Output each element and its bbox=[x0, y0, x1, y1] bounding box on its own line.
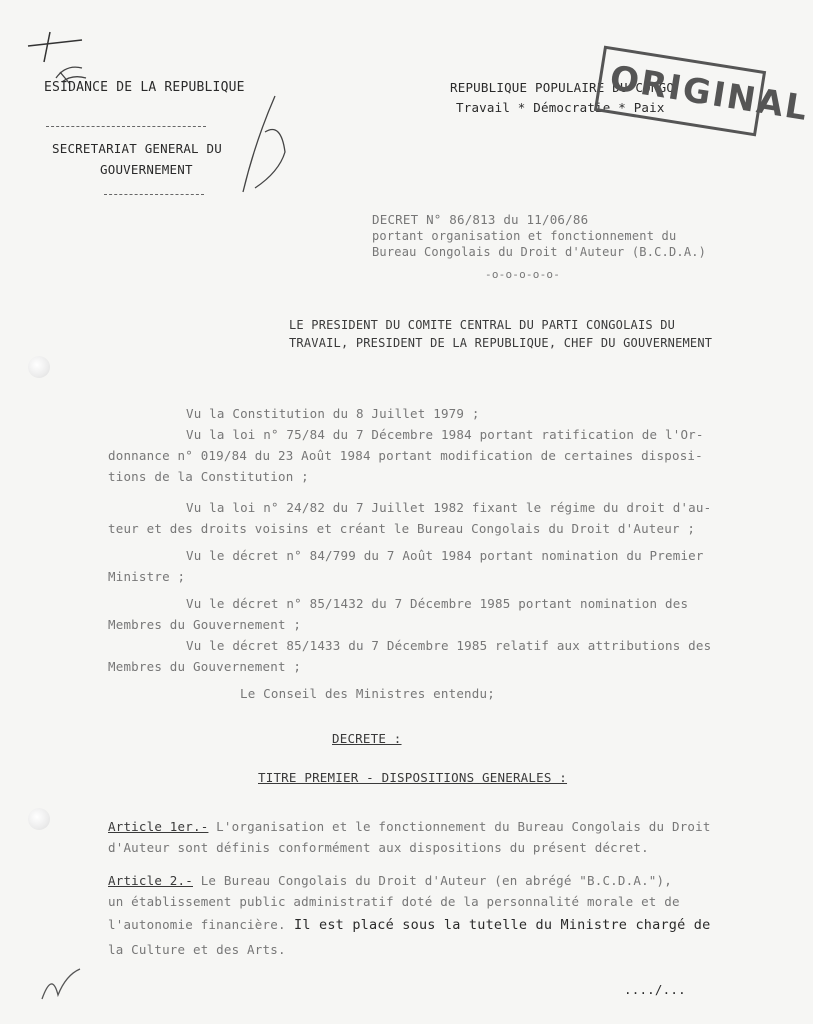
hole-punch-bottom bbox=[28, 808, 50, 830]
visa-line: Vu la Constitution du 8 Juillet 1979 ; bbox=[186, 406, 480, 421]
decree-number: DECRET N° 86/813 du 11/06/86 bbox=[372, 212, 589, 227]
visa-line: Membres du Gouvernement ; bbox=[108, 617, 302, 632]
handwritten-initials bbox=[235, 92, 295, 202]
decree-subject-line1: portant organisation et fonctionnement du bbox=[372, 229, 677, 243]
article-2 bbox=[108, 873, 672, 888]
article-2-line4: la Culture et des Arts. bbox=[108, 942, 286, 957]
title-premier: TITRE PREMIER - DISPOSITIONS GENERALES : bbox=[258, 770, 568, 785]
article-2-line3-a: l'autonomie financière. bbox=[108, 917, 286, 932]
article-1-line2: d'Auteur sont définis conformément aux dispositions du présent décret. bbox=[108, 840, 649, 855]
visa-line: Vu le décret n° 84/799 du 7 Août 1984 portant nomination du Premier bbox=[186, 548, 704, 563]
decrete-heading: DECRETE : bbox=[332, 731, 402, 746]
article-2-line3-b: Il est placé sous la tutelle du Ministre chargé de bbox=[285, 917, 711, 933]
hole-punch-top bbox=[28, 356, 50, 378]
article-2-label: Article 2.- bbox=[108, 873, 193, 888]
visa-line: Le Conseil des Ministres entendu; bbox=[240, 686, 495, 701]
article-1-text: L'organisation et le fonctionnement du Bureau Congolais du Droit bbox=[208, 819, 711, 834]
article-2-line2: un établissement public administratif doté de la personnalité morale et de bbox=[108, 894, 680, 909]
government-heading: GOUVERNEMENT bbox=[100, 162, 193, 177]
visa-line: Vu le décret 85/1433 du 7 Décembre 1985 relatif aux attributions des bbox=[186, 638, 712, 653]
visa-line: Vu la loi n° 24/82 du 7 Juillet 1982 fixant le régime du droit d'au- bbox=[186, 500, 712, 515]
visa-line: Vu le décret n° 85/1432 du 7 Décembre 1985 portant nomination des bbox=[186, 596, 689, 611]
visa-line: donnance n° 019/84 du 23 Août 1984 portant modification de certaines disposi- bbox=[108, 448, 703, 463]
motto: Travail * Démocratie * Paix bbox=[456, 100, 665, 115]
decree-subject-line2: Bureau Congolais du Droit d'Auteur (B.C.D.A.) bbox=[372, 245, 707, 259]
visa-line: Ministre ; bbox=[108, 569, 186, 584]
presidency-heading: ESIDANCE DE LA REPUBLIQUE bbox=[44, 80, 245, 95]
header-rule-1 bbox=[46, 126, 206, 127]
article-2-text: Le Bureau Congolais du Droit d'Auteur (en abrégé "B.C.D.A."), bbox=[192, 873, 672, 888]
visa-line: tions de la Constitution ; bbox=[108, 469, 309, 484]
article-1 bbox=[108, 819, 711, 834]
visa-line: teur et des droits voisins et créant le Bureau Congolais du Droit d'Auteur ; bbox=[108, 521, 696, 536]
article-1-label: Article 1er.- bbox=[108, 819, 209, 834]
margin-pen-mark bbox=[36, 965, 86, 1005]
visa-line: Vu la loi n° 75/84 du 7 Décembre 1984 portant ratification de l'Or- bbox=[186, 427, 704, 442]
continuation-mark: ..../... bbox=[624, 982, 686, 997]
header-rule-2 bbox=[104, 194, 204, 195]
president-line1: LE PRESIDENT DU COMITE CENTRAL DU PARTI CONGOLAIS DU bbox=[289, 318, 676, 332]
secretariat-heading: SECRETARIAT GENERAL DU bbox=[52, 141, 222, 156]
visa-line: Membres du Gouvernement ; bbox=[108, 659, 302, 674]
republic-heading: REPUBLIQUE POPULAIRE DU CONGO bbox=[450, 80, 675, 95]
decree-separator: -o-o-o-o-o- bbox=[485, 268, 561, 281]
original-stamp: ORIGINAL bbox=[594, 46, 766, 137]
article-2-line3 bbox=[108, 917, 710, 933]
president-line2: TRAVAIL, PRESIDENT DE LA REPUBLIQUE, CHEF DU GOUVERNEMENT bbox=[289, 336, 713, 350]
